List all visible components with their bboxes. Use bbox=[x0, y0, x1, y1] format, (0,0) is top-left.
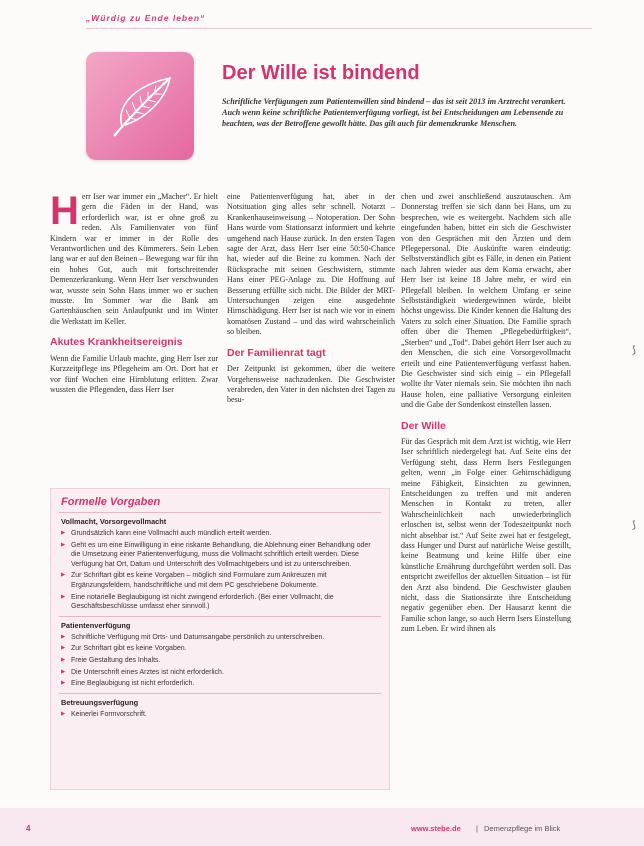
bullet-list bbox=[51, 710, 389, 724]
list-item: ▶ Geht es um eine Einwilligung in eine riskante Behandlung, die Ablehnung einer Behandlung oder die Umsetzung einer Patientenverfügung, muss die Vollmacht schriftlich erteilt werden. Diese Verfügung hat Ort, Datum und Unterschrift des Vollmachtgebers und ist zu unterschreiben. bbox=[61, 541, 379, 570]
binding-mark: ⟆ bbox=[632, 345, 636, 356]
list-item: ▶ Die Unterschrift eines Arztes ist nicht erforderlich. bbox=[61, 668, 379, 678]
section-heading: Der Familienrat tagt bbox=[227, 346, 326, 359]
section-heading: Akutes Krankheitsereignis bbox=[50, 336, 183, 349]
info-box-heading: Patientenverfügung bbox=[61, 620, 131, 630]
list-item: ▶ Eine Beglaubigung ist nicht erforderlich. bbox=[61, 679, 379, 689]
kicker: „Würdig zu Ende leben“ bbox=[86, 13, 206, 23]
footer-separator: | bbox=[476, 824, 478, 833]
column-1 bbox=[50, 189, 218, 395]
info-box-heading: Betreuungsverfügung bbox=[61, 697, 139, 707]
bullet-list bbox=[51, 633, 389, 693]
paragraph: eine Patientenverfügung hat, aber in der Notsituation ging alles sehr schnell. Notarzt – Krankenhauseinweisung – Notoperation. Der Sohn Hans wurde vom Stationsarzt informiert und kehrte umgehend nach Hause zurück. In den ersten Tagen sagte der Arzt, dass Herr Iser eine 50:50-Chance hat, wieder auf die Beine zu kommen. Nach der Rücksprache mit seinen Geschwistern, stimmte Hans einer PEG-Anlage zu. Die Hoffnung auf Besserung erfüllte sich nicht. Die Bilder der MRT-Untersuchungen zeigen eine ausgedehnte Hirnschädigung. Herr Iser ist nach wie vor in einem komatösen Zustand – und das wird wahrscheinlich so bleiben. bbox=[227, 192, 395, 337]
page-title: Der Wille ist bindend bbox=[222, 62, 420, 84]
feather-logo bbox=[86, 52, 194, 160]
column-3 bbox=[401, 192, 571, 635]
page-footer bbox=[0, 808, 644, 846]
page-number: 4 bbox=[26, 824, 31, 833]
paragraph: err Iser war immer ein „Macher“. Er hielt gern die Fäden in der Hand, was erforderlich war, ist er ohne groß zu reden. Als Familienvater von fünf Kindern war er immer in der Rolle des Verantwortlichen und des Kümmerers. Sein Leben lang war er auf den Beinen – Bewegung war für ihn ein hohes Gut, auch mit fortschreitender Demenzerkrankung. Wenn Herr Iser verschwunden war, wusste sein Sohn Hans immer wo er suchen musste. Im Sommer war die Bank am Gartenhäuschen sein Anlaufpunkt und im Winter die Werkstatt im Keller. bbox=[50, 192, 218, 326]
paragraph: Wenn die Familie Urlaub machte, ging Herr Iser zur Kurzzeitpflege ins Pflegeheim am Ort. Dort hat er vor fünf Wochen eine Hirnblutung erlitten. Zwar wussten die Pflegenden, dass Herr Iser bbox=[50, 353, 218, 394]
info-box-title: Formelle Vorgaben bbox=[61, 496, 161, 508]
divider bbox=[86, 28, 592, 29]
paragraph: Für das Gespräch mit dem Arzt ist wichtig, wie Herr Iser schriftlich niedergelegt hat. Auf Seite eins der Verfügung steht, dass Herrn Isers Festlegungen gelten, wenn „in Folge einer Gehirnschädigung meine Fähigkeit, Einsichten zu gewinnen, Entscheidungen zu treffen und mit anderen Menschen in Kontakt zu treten, aller Wahrscheinlichkeit nach unwiederbringlich erloschen ist, selbst wenn der Todeszeitpunkt noch nicht absehbar ist.“ Auf Seite zwei hat er festgelegt, dass Hunger und Durst auf natürliche Weise gestillt, keine Beatmung und keine Hilfe über eine künstliche Ernährung durchgeführt werden soll. Das entspricht zweifellos der aktuellen Situation – ist für den Arzt also bindend. Die Geschwister glauben nicht, dass die Stationsärzte ihre Entscheidung negativ gegenüber eben. Der Hausarzt kennt die Familie schon lange, so auch Herrn Isers Einstellung zum Leben. Er wird ihnen als bbox=[401, 436, 571, 634]
feather-icon bbox=[86, 52, 194, 160]
bullet-list bbox=[51, 529, 389, 616]
binding-mark: ⟆ bbox=[632, 520, 636, 531]
column-2 bbox=[227, 192, 395, 406]
info-box-heading: Vollmacht, Vorsorgevollmacht bbox=[61, 517, 167, 526]
list-item: ▶ Freie Gestaltung des Inhalts. bbox=[61, 656, 379, 666]
list-item: ▶ Eine notarielle Beglaubigung ist nicht zwingend erforderlich. (Bei einer Vollmacht, die Geschäftsbeschlüsse umfasst eher sinnvoll.) bbox=[61, 593, 379, 612]
list-item: ▶ Zur Schriftart gibt es keine Vorgaben. bbox=[61, 644, 379, 654]
section-heading: Der Wille bbox=[401, 419, 446, 432]
list-item: ▶ Zur Schriftart gibt es keine Vorgaben – möglich sind Formulare zum Ankreuzen mit Ergänzungsfeldern, handschriftliche und mit dem PC geschriebene Dokumente. bbox=[61, 571, 379, 590]
list-item: ▶ Schriftliche Verfügung mit Orts- und Datumsangabe persönlich zu unterschreiben. bbox=[61, 633, 379, 643]
paragraph: Der Zeitpunkt ist gekommen, über die weitere Vorgehensweise nachzudenken. Die Geschwister verabreden, den Vater in den nächsten drei Tagen zu besu- bbox=[227, 364, 395, 405]
list-item: ▶ Grundsätzlich kann eine Vollmacht auch mündlich erteilt werden. bbox=[61, 529, 379, 539]
info-box bbox=[50, 488, 390, 790]
list-item: ▶ Keinerlei Formvorschrift. bbox=[61, 710, 379, 720]
footer-section: Demenzpflege im Blick bbox=[484, 824, 561, 833]
paragraph: chen und zwei anschließend auszutauschen. Am Donnerstag treffen sie sich dann bei Hans, um zu besprechen, wie es weitergeht. Nachdem sich alle eingefunden haben, bittet ein sich die Geschwister von den Gesprächen mit den Ärzten und dem Pflegepersonal. Die Auskünfte waren eindeutig: Selbstverständlich gibt es Fälle, in denen ein Patient nach Jahren wieder aus dem Koma erwacht, aber Herr Iser ist keine 18 Jahre mehr, er wird ein Pflegefall bleiben. In welchem Umfang er seine Selbstständigkeit wiedergewinnen würde, bleibt höchst ungewiss. Die Kinder kennen die Haltung des Vaters zu solch einer Situation. Die Familie sprach offen über die Themen „Pflegebedürftigkeit“, „Sterben“ und „Tod“. Dabei gehört Herr Iser auch zu den Menschen, die sich eine Vorsorgevollmacht erteilt und eine Patientenverfügung verfasst haben. Die Geschwister sind sich einig – ein Pflegefall wollte ihr Vater niemals sein. Sie möchten ihn nach Hause holen, eine palliative Versorgung einleiten und die Gabe der Sondenkost einstellen lassen. bbox=[401, 192, 571, 410]
lead-paragraph: Schriftliche Verfügungen zum Patientenwillen sind bindend – das ist seit 2013 im Arztrecht verankert. Auch wenn keine schriftliche Patientenverfügung vorliegt, ist bei Entscheidungen am Lebensende zu beachten, was der Betroffene gewollt hätte. Das gilt auch für demenzkranke Menschen. bbox=[222, 97, 566, 129]
drop-cap: H bbox=[50, 189, 79, 233]
footer-url[interactable]: www.stebe.de bbox=[411, 824, 461, 833]
